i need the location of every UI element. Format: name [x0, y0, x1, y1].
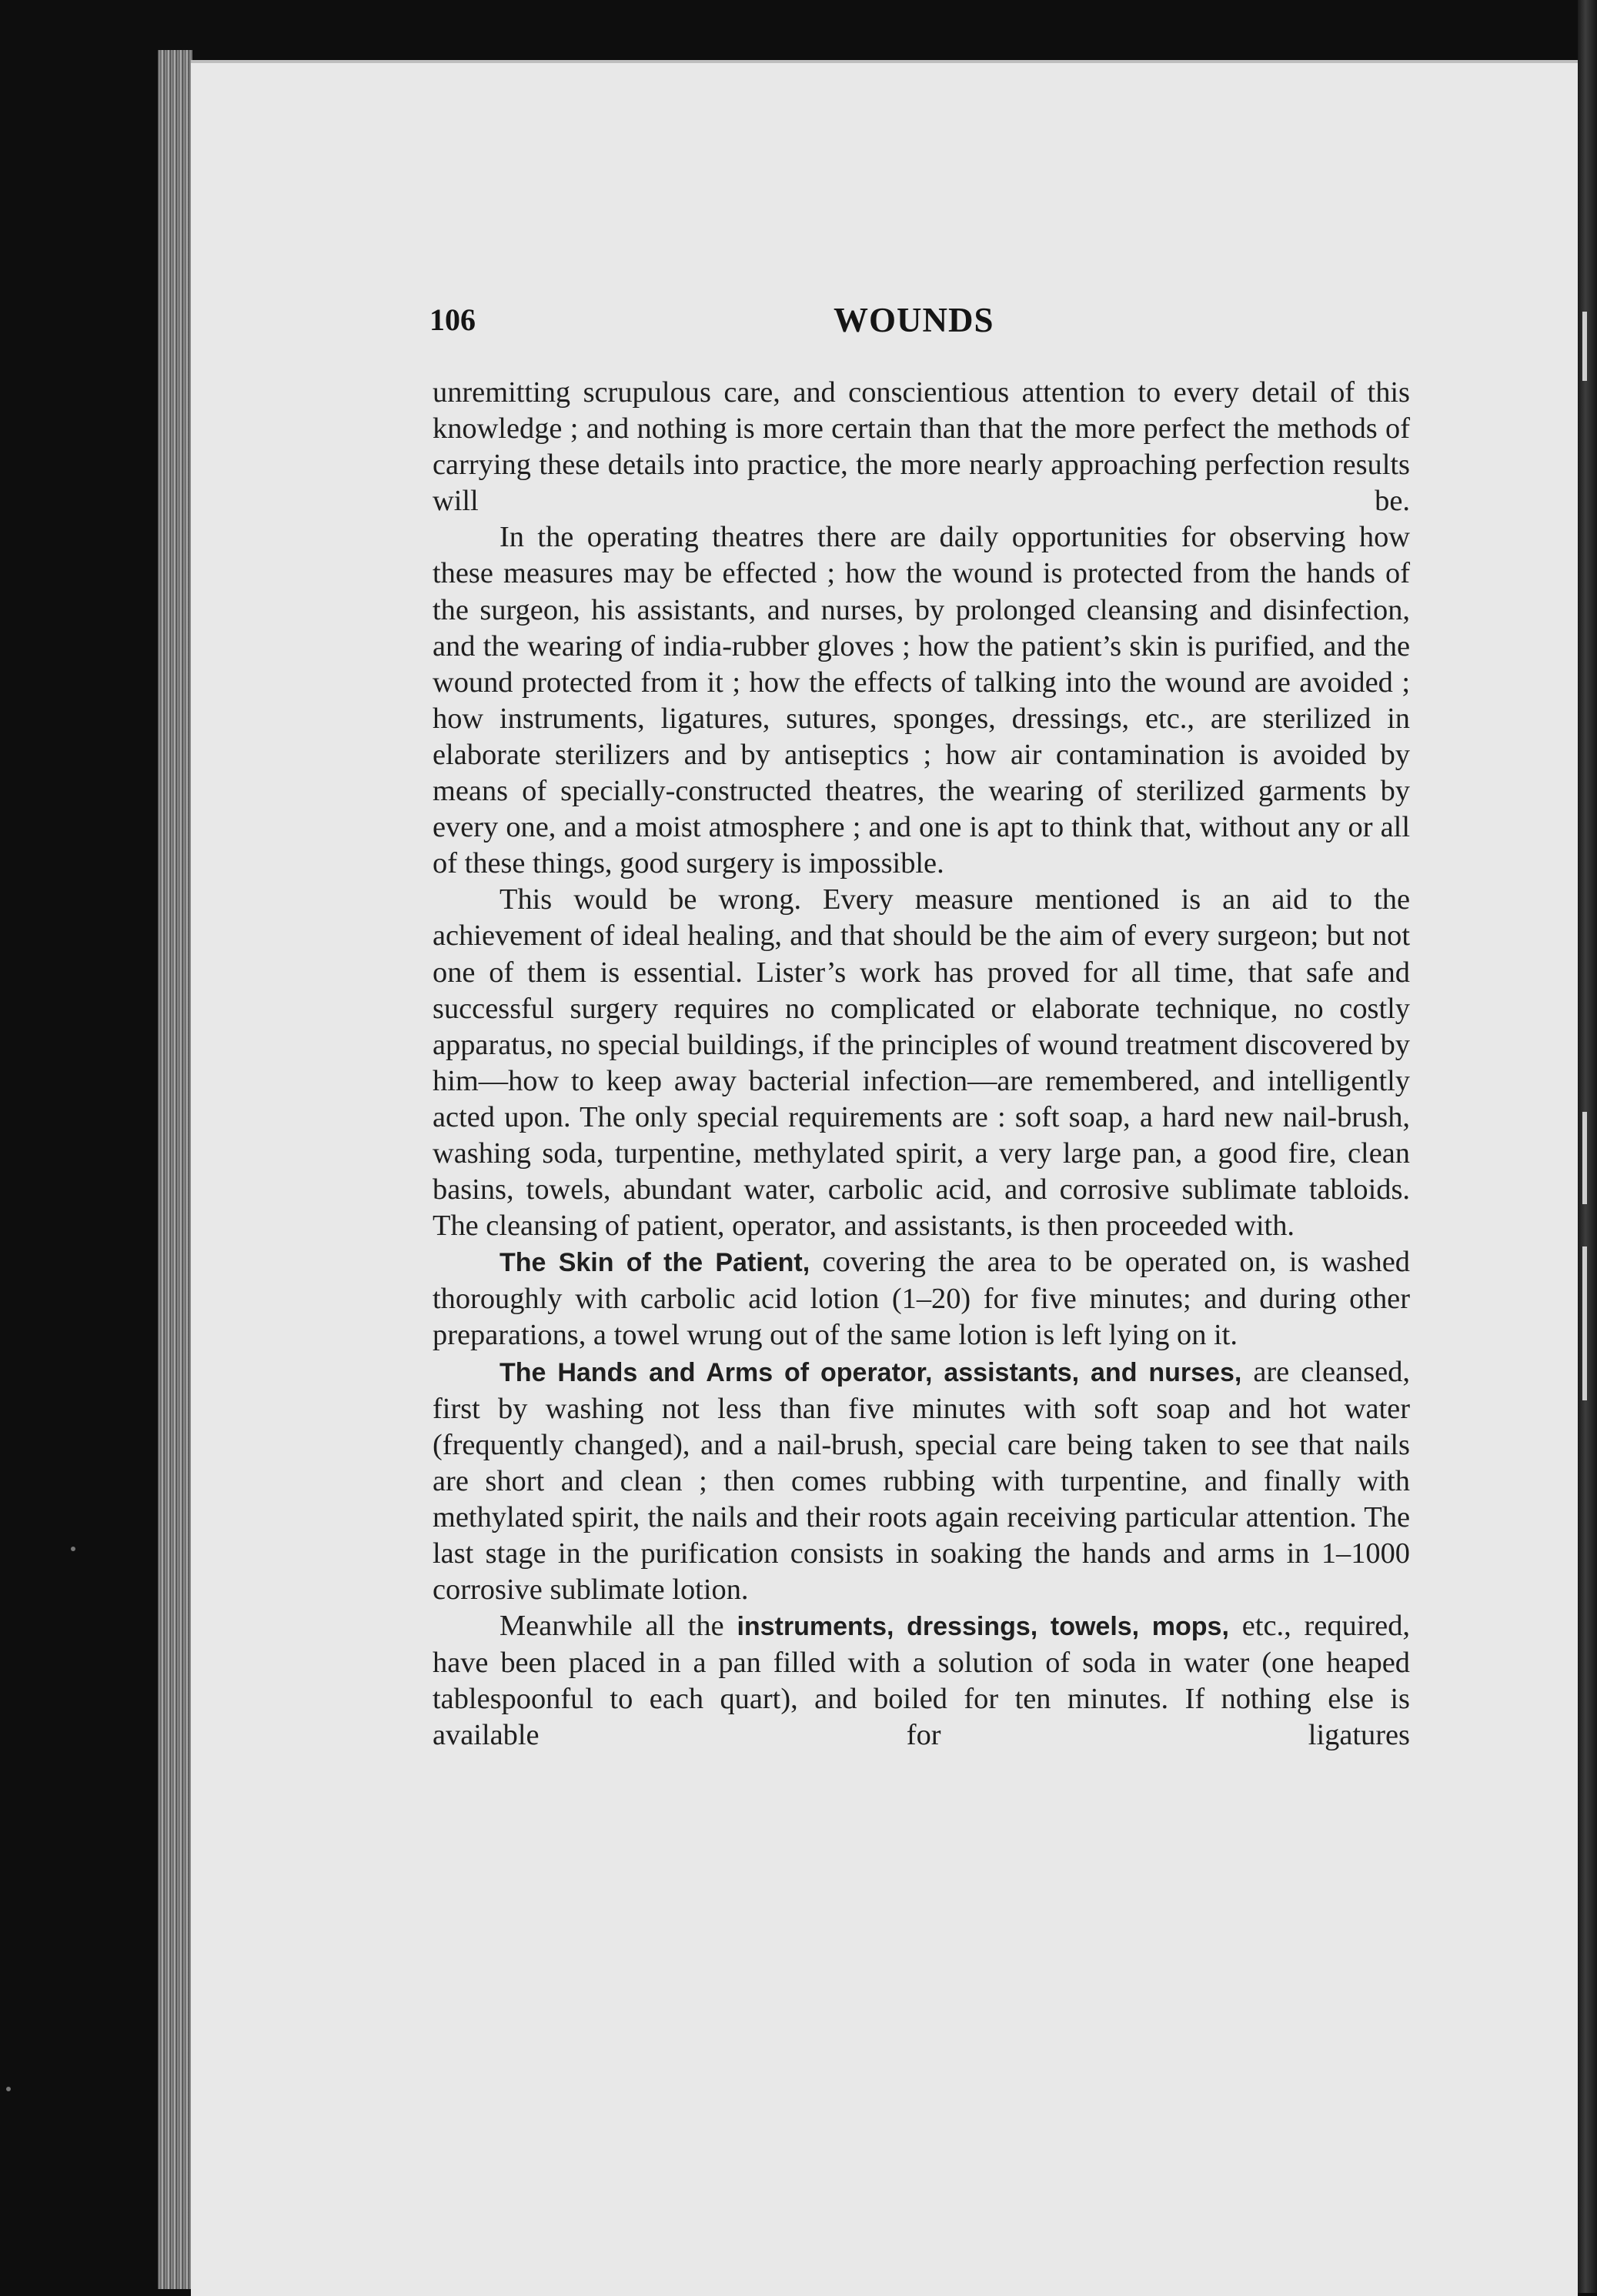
paragraph-text: are cleansed, first by washing not less than five minutes with soft soap and hot water (frequently changed), and a nail-brush, special care being taken to see that nails are short and clean ; then comes rubbing with turpentine, and finally with methylated spirit, the nails and their roots again receiving particular attention. The last stage in the purification consists in soaking the hands and arms in 1–1000 corrosive sublimate lotion.	[433, 1355, 1410, 1607]
paragraph-heading: The Hands and Arms of operator, assistants, and nurses,	[499, 1357, 1242, 1387]
scan-speck	[71, 1547, 75, 1551]
paragraph-heading: instruments, dressings, towels, mops,	[737, 1612, 1229, 1642]
paragraph	[433, 1354, 1410, 1609]
paragraph-text: Meanwhile all the	[499, 1610, 737, 1643]
edge-mark	[1582, 312, 1587, 381]
paragraph	[433, 375, 1410, 519]
scan-speck	[6, 2087, 11, 2091]
paragraph-heading: The Skin of the Patient,	[499, 1248, 810, 1278]
paragraph	[433, 519, 1410, 882]
edge-mark	[1582, 1246, 1587, 1400]
paragraph-text: covering the area to be operated on, is washed thoroughly with carbolic acid lotion (1–20) for five minutes; and during other preparations, a towel wrung out of the same lotion is left lying on it.	[433, 1246, 1410, 1352]
running-head: WOUNDS	[834, 301, 994, 339]
paragraph	[433, 1244, 1410, 1353]
paragraph-text: unremitting scrupulous care, and conscientious attention to every detail of this knowledge ; and nothing is more certain than that the more perfect the methods of carrying these details into practice, the more nearly approaching perfection results will be.	[433, 376, 1410, 518]
body-text	[433, 375, 1410, 1754]
paragraph-text: In the operating theatres there are daily opportunities for observing how these measures may be effected ; how the wound is protected from the hands of the surgeon, his assistants, and nurses, by prolonged cleansing and disinfection, and the wearing of india-rubber gloves ; how the patient’s skin is purified, and the wound protected from it ; how the effects of talking into the wound are avoided ; how instruments, ligatures, sutures, sponges, dressings, etc., are sterilized in elaborate sterilizers and by antiseptics ; how air contamination is avoided by means of specially-constructed theatres, the wearing of sterilized garments by every one, and a moist atmosphere ; and one is apt to think that, without any or all of these things, good surgery is impossible.	[433, 521, 1410, 880]
facing-page-edge	[1578, 0, 1597, 2293]
paragraph-text: This would be wrong. Every measure mentioned is an aid to the achievement of ideal healing, and that should be the aim of every surgeon; but not one of them is essential. Lister’s work has proved for all time, that safe and successful surgery requires no complicated or elaborate technique, no costly apparatus, no special buildings, if the principles of wound treatment discovered by him—how to keep away bacterial infection—are remembered, and intelligently acted upon. The only special requirements are : soft soap, a hard new nail-brush, washing soda, turpentine, methylated spirit, a very large pan, a good fire, clean basins, towels, abundant water, carbolic acid, and corrosive sublimate tabloids. The cleansing of patient, operator, and assistants, is then proceeded with.	[433, 883, 1410, 1243]
edge-mark	[1582, 1112, 1587, 1204]
paragraph	[433, 1608, 1410, 1754]
paragraph-text: etc., required, have been placed in a pan filled with a solution of soda in water (one heaped tablespoonful to each quart), and boiled for ten minutes. If nothing else is available for ligatures	[433, 1610, 1410, 1752]
book-spine	[158, 50, 192, 2289]
paragraph	[433, 882, 1410, 1244]
page-number: 106	[429, 302, 476, 337]
